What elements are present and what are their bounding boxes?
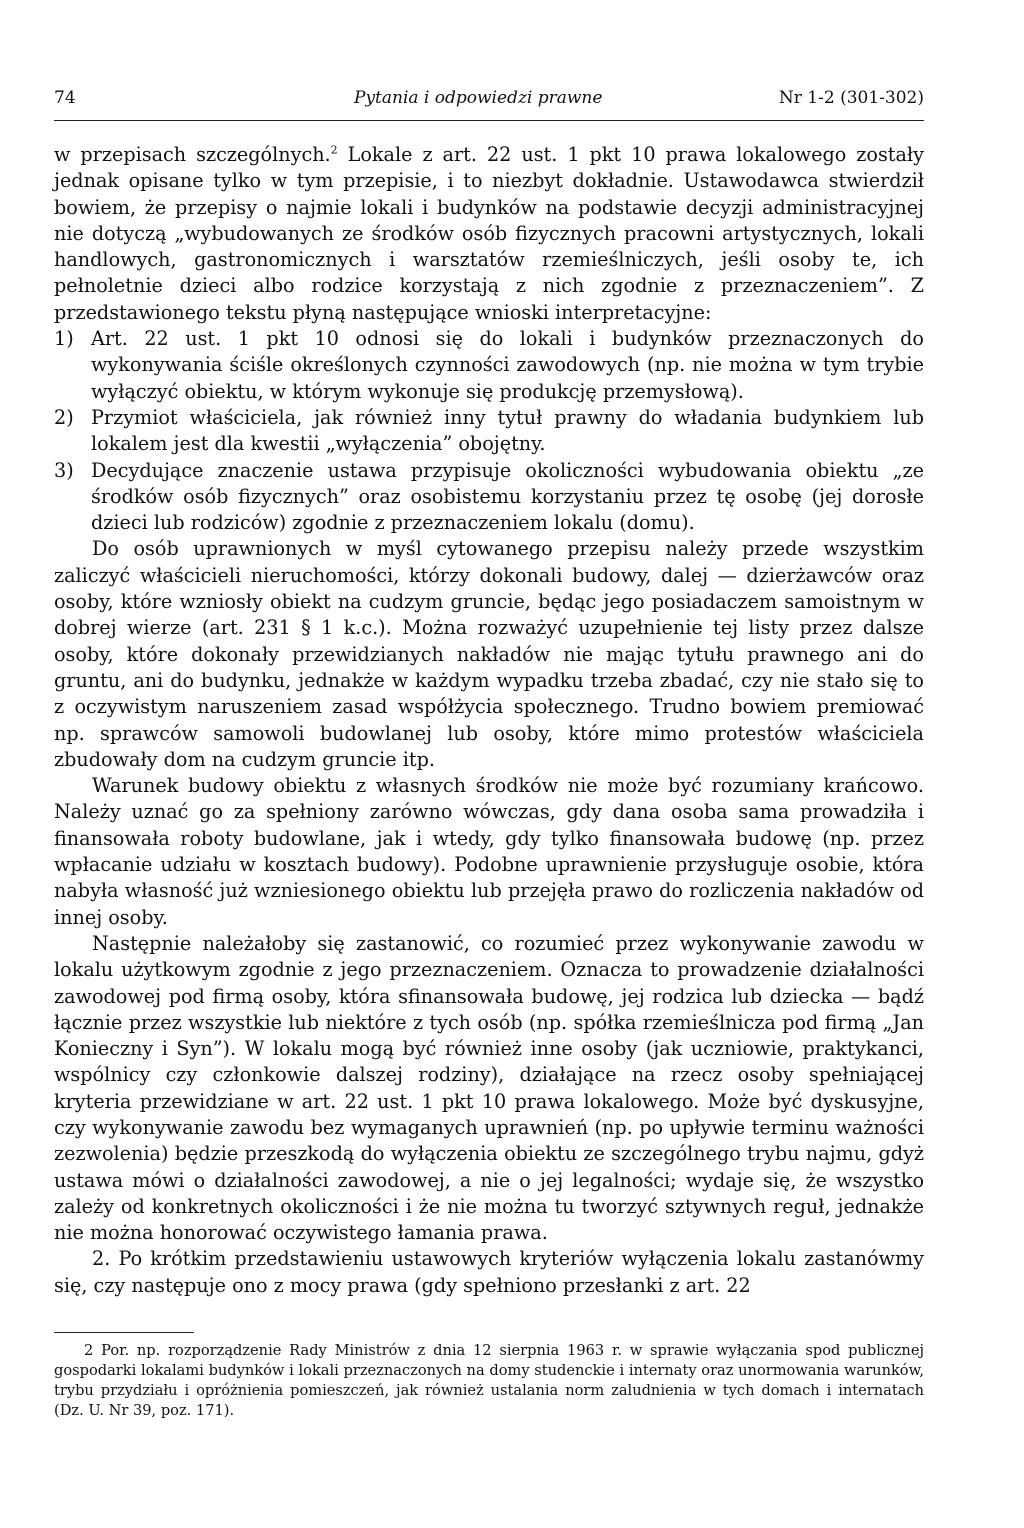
paragraph: Następnie należałoby się zastanowić, co rozumieć przez wykonywanie zawodu w lokalu użytkowym zgodnie z jego przeznaczeniem. Oznacza to prowadzenie działalności zawodowej pod firmą osoby, która sfinansowała budowę, jej rodzica lub dziecka — bądź łącznie przez wszystkie lub niektóre z tych osób (np. spółka rzemieślnicza pod firmą „Jan Konieczny i Syn”). W lokalu mogą być również inne osoby (jak uczniowie, praktykanci, wspólnicy czy członkowie dalszej rodziny), działające na rzecz osoby spełniającej kryteria przewidziane w art. 22 ust. 1 pkt 10 prawa lokalowego. Może być dyskusyjne, czy wykonywanie zawodu bez wymaganych uprawnień (np. po upływie terminu ważności zezwolenia) będzie przeszkodą do wyłączenia obiektu ze szczególnego trybu najmu, gdyż ustawa mówi o działalności zawodowej, a nie o jej legalności; wydaje się, że wszystko zależy od konkretnych okoliczności i że nie można tu tworzyć sztywnych reguł, jednakże nie można honorować oczywistego łamania prawa. bbox=[54, 931, 924, 1245]
paragraph: 2. Po krótkim przedstawieniu ustawowych kryteriów wyłączenia lokalu zastanówmy się, czy następuje ono z mocy prawa (gdy spełniono przesłanki z art. 22 bbox=[54, 1247, 924, 1297]
list-item: 3) Decydujące znaczenie ustawa przypisuje okoliczności wybudowania obiektu „ze środków osób fizycznych” oraz osobistemu korzystaniu przez tę osobę (jej dorosłe dzieci lub rodziców) zgodnie z przeznaczeniem lokalu (domu). bbox=[54, 458, 924, 535]
list-number: 3) bbox=[54, 458, 74, 482]
footnote-divider bbox=[54, 1332, 194, 1333]
page-number: 74 bbox=[54, 88, 76, 108]
list-item: 1) Art. 22 ust. 1 pkt 10 odnosi się do lokali i budynków przeznaczonych do wykonywania ściśle określonych czynności zawodowych (np. nie można w tym trybie wyłączyć obiektu, w którym wykonuje się produkcję przemysłową). bbox=[54, 327, 924, 403]
journal-title: Pytania i odpowiedzi prawne bbox=[354, 88, 603, 108]
header-divider bbox=[54, 120, 924, 121]
paragraph: Do osób uprawnionych w myśl cytowanego przepisu należy przede wszystkim zaliczyć właścicieli nieruchomości, którzy dokonali budowy, dalej — dzierżawców oraz osoby, które wzniosły obiekt na cudzym gruncie, będąc jego posiadaczem samoistnym w dobrej wierze (art. 231 § 1 k.c.). Można rozważyć uzupełnienie tej listy przez dalsze osoby, które dokonały przewidzianych nakładów nie mając tytułu prawnego ani do gruntu, ani do budynku, jednakże w każdym wypadku trzeba zbadać, czy nie stało się to z oczywistym naruszeniem zasad współżycia społecznego. Trudno bowiem premiować np. sprawców samowoli budowlanej lub osoby, które mimo protestów właściciela zbudowały dom na cudzym gruncie itp. bbox=[54, 537, 924, 771]
footnote-ref: 2 bbox=[330, 143, 338, 157]
list-number: 1) bbox=[54, 327, 74, 351]
issue-number: Nr 1-2 (301-302) bbox=[778, 88, 924, 108]
footnote-text: Por. np. rozporządzenie Rady Ministrów z dnia 12 sierpnia 1963 r. w sprawie wyłączania spod publicznej gospodarki lokalami budynków i lokali przeznaczonych na domy studenckie i internaty oraz unormowania warunków, trybu przydziału i opróżnienia pomieszczeń, jak również ustalania norm zaludnienia w tych domach i internatach (Dz. U. Nr 39, poz. 171). bbox=[54, 1342, 924, 1419]
body-text bbox=[54, 142, 924, 1299]
list-item: 2) Przymiot właściciela, jak również inny tytuł prawny do władania budynkiem lub lokalem jest dla kwestii „wyłączenia” obojętny. bbox=[54, 405, 924, 456]
paragraph-continuation: w przepisach szczególnych.$^2$ Lokale z art. 22 ust. 1 pkt 10 prawa lokalowego zostały jednak opisane tylko w tym przepisie, i to niezbyt dokładnie. Ustawodawca stwierdził bowiem, że przepisy o najmie lokali i budynków na podstawie decyzji administracyjnej nie dotyczą „wybudowanych ze środków osób fizycznych pracowni artystycznych, lokali handlowych, gastronomicznych i warsztatów rzemieślniczych, jeśli osoby te, ich pełnoletnie dzieci albo rodzice korzystają z nich zgodnie z przeznaczeniem”. Z przedstawionego tekstu płyną następujące wnioski interpretacyjne: bbox=[54, 143, 924, 324]
paragraph: Warunek budowy obiektu z własnych środków nie może być rozumiany krańcowo. Należy uznać go za spełniony zarówno wówczas, gdy dana osoba sama prowadziła i finansowała roboty budowlane, jak i wtedy, gdy tylko finansowała budowę (np. przez wpłacanie udziału w kosztach budowy). Podobne uprawnienie przysługuje osobie, która nabyła własność już wzniesionego obiektu lub przejęła prawo do rozliczenia nakładów od innej osoby. bbox=[54, 774, 924, 929]
list-number: 2) bbox=[54, 405, 74, 429]
page-header bbox=[54, 88, 924, 116]
footnote-marker: 2 bbox=[84, 1342, 94, 1359]
footnote bbox=[54, 1341, 924, 1421]
